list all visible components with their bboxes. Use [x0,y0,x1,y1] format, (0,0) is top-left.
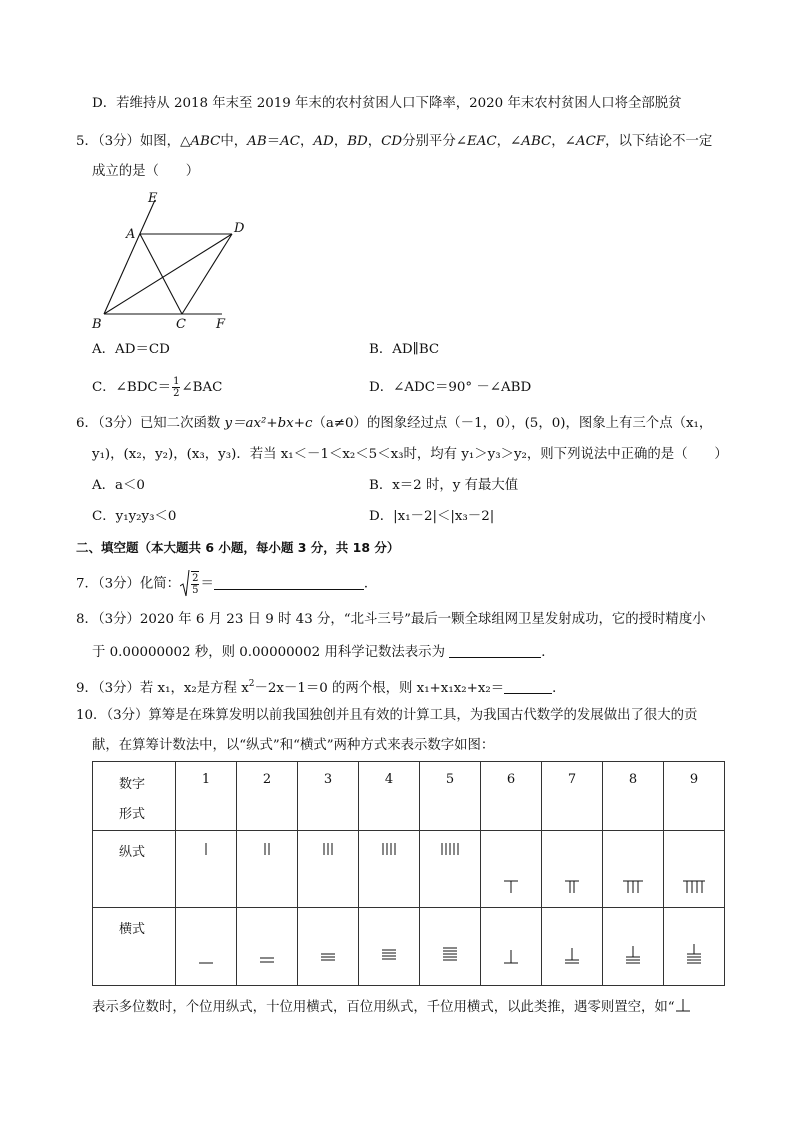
vertical-rod-cell-1 [176,831,237,908]
horizontal-rod-6-icon [481,908,541,986]
q5-geometry-figure [88,188,248,334]
horizontal-rod-cell-7 [542,908,603,986]
q8-answer-blank[interactable] [449,643,541,658]
header-label-digit: 数字 [119,777,146,792]
horizontal-rod-4-icon [359,908,419,986]
q5-comma1: ， [300,134,314,149]
q8-line2-text: 于 0.00000002 秒，则 0.00000002 用科学记数法表示为 [92,645,445,660]
vertical-rod-1-icon [176,831,236,908]
label-b: B [92,317,102,332]
digit-cell-4: 4 [359,762,420,831]
row-label-vertical: 纵式 [93,831,176,908]
digit-cell-6: 6 [481,762,542,831]
line-cd [182,234,232,314]
label-c: C [176,317,186,332]
vertical-rod-cell-2 [237,831,298,908]
horizontal-rod-cell-8 [603,908,664,986]
digit-cell-5: 5 [420,762,481,831]
section-2-heading: 二、填空题（本大题共 6 小题，每小题 3 分，共 18 分） [76,540,400,555]
vertical-rod-3-icon [298,831,358,908]
q5-comma3: ， [367,134,382,149]
q5-mid2: 分别平分∠ [402,134,467,149]
q5-cd: CD [381,134,403,149]
q5-mid1: 中， [220,134,248,149]
q6-function: y＝ax²+bx+c [224,416,313,431]
header-cell [93,762,176,831]
horizontal-rod-2-icon [237,908,297,986]
q5-eq: ＝ [266,134,281,149]
q9-end: ． [552,681,566,696]
q8-stem-line2 [92,643,555,662]
q8-stem-line1: 8．（3分）2020 年 6 月 23 日 9 时 43 分，“北斗三号”最后一颗全球组网卫星发射成功，它的授时精度小 [76,612,706,627]
q6-option-b: B．x＝2 时，y 有最大值 [369,478,519,493]
horizontal-rod-9-icon [664,908,724,986]
sqrt-sign-icon [180,569,190,597]
q10-stem-line2: 献，在算筹计数法中，以“纵式”和“横式”两种方式来表示数字如图： [92,738,495,753]
q5-optc-fraction [172,376,180,399]
q7-end: ． [363,576,378,592]
label-d: D [234,221,245,236]
table-header-row [93,762,725,831]
q5-optc-den: 2 [173,388,180,399]
q5-ac: AC [280,134,300,149]
q5-stem-line2: 成立的是（ ） [92,164,200,179]
vertical-rod-cell-3 [298,831,359,908]
q8-end: ． [541,645,555,660]
q5-eac: EAC [466,134,497,149]
q5-option-d: D．∠ADC＝90° －∠ABD [369,380,532,395]
q6-option-d: D．|x₁－2|＜|x₃－2| [369,509,495,524]
q10-after-table-text [92,997,691,1017]
vertical-form-row [93,831,725,908]
q9-mid: －2x－1＝0 的两个根，则 x₁+x₁x₂+x₂＝ [254,681,505,696]
label-f: F [216,317,226,332]
digit-cell-3: 3 [298,762,359,831]
q9-answer-blank[interactable] [504,679,552,694]
q6-prefix: 6．（3分）已知二次函数 [76,416,225,431]
q4-option-d: D．若维持从 2018 年末至 2019 年末的农村贫困人口下降率，2020 年末农村贫困人口将全部脱贫 [92,96,682,111]
line-ac [140,234,182,314]
q5-abc: ABC [190,134,221,149]
horizontal-rod-cell-4 [359,908,420,986]
digit-cell-2: 2 [237,762,298,831]
q9-stem [76,675,566,698]
q5-option-a: A．AD＝CD [92,342,170,357]
line-bd [104,234,232,314]
vertical-rod-7-icon [542,831,602,908]
q5-ad: AD [313,134,334,149]
digit-cell-9: 9 [664,762,725,831]
q7-den: 5 [192,585,199,596]
q5-mid3b: ，∠ [551,134,576,149]
vertical-rod-cell-9 [664,831,725,908]
q9-prefix: 9．（3分）若 x₁，x₂是方程 x [76,681,249,696]
digit-cell-7: 7 [542,762,603,831]
horizontal-rod-5-icon [420,908,480,986]
horizontal-rod-cell-9 [664,908,725,986]
q5-option-b: B．AD∥BC [369,342,440,357]
horizontal-rod-cell-6 [481,908,542,986]
vertical-rod-5-icon [420,831,480,908]
q5-ab: AB [247,134,267,149]
horizontal-rod-cell-3 [298,908,359,986]
vertical-rod-9-icon [664,831,724,908]
q7-eq: ＝ [200,576,214,592]
q7-sqrt [180,569,200,599]
q5-mid3a: ，∠ [496,134,522,149]
q7-num: 2 [192,573,199,584]
header-label-form: 形式 [119,807,146,822]
q7-prefix: 7．（3分）化简： [76,576,181,592]
horizontal-rod-8-icon [603,908,663,986]
vertical-rod-cell-7 [542,831,603,908]
q6-line1-rest: （a≠0）的图象经过点（－1，0），(5，0)，图象上有三个点（x₁， [312,416,713,431]
horizontal-form-row [93,908,725,986]
horizontal-rod-1-icon [176,908,236,986]
q5-acf: ACF [575,134,606,149]
q7-stem [76,569,377,600]
horizontal-rod-cell-5 [420,908,481,986]
vertical-rod-cell-8 [603,831,664,908]
rod-six-glyph-icon [675,997,691,1013]
q6-stem-line1 [76,415,712,433]
q5-option-c [92,375,222,401]
q5-optc-pre: C．∠BDC＝ [92,380,172,395]
row-label-horizontal: 横式 [93,908,176,986]
q6-option-a: A．a＜0 [92,478,145,493]
vertical-rod-cell-5 [420,831,481,908]
q7-answer-blank[interactable] [214,575,364,590]
counting-rod-table [92,761,725,986]
q5-optc-post: ∠BAC [181,380,223,395]
q5-comma2: ， [333,134,348,149]
q10-stem-line1: 10．（3分）算筹是在珠算发明以前我国独创并且有效的计算工具，为我国古代数学的发展做出了很大的贡 [76,708,698,723]
digit-cell-8: 8 [603,762,664,831]
horizontal-rod-cell-1 [176,908,237,986]
vertical-rod-4-icon [359,831,419,908]
q9-sup: 2 [248,679,255,689]
vertical-rod-cell-4 [359,831,420,908]
vertical-rod-2-icon [237,831,297,908]
horizontal-rod-3-icon [298,908,358,986]
label-a: A [126,227,136,242]
q5-optc-num: 1 [173,376,180,387]
q5-bd: BD [347,134,368,149]
q6-stem-line2: y₁)，(x₂，y₂)，(x₃，y₃)．若当 x₁＜－1＜x₂＜5＜x₃时，均有 y₁＞y₃＞y₂，则下列说法中正确的是（ ） [92,447,728,462]
line-be [104,200,155,314]
label-e: E [148,191,158,206]
q5-stem-line1 [76,133,712,151]
q5-prefix: 5．（3分）如图，△ [76,134,191,149]
q7-fraction [191,571,199,596]
q5-abc2: ABC [521,134,552,149]
horizontal-rod-7-icon [542,908,602,986]
vertical-rod-6-icon [481,831,541,908]
vertical-rod-cell-6 [481,831,542,908]
q10-after-text: 表示多位数时，个位用纵式，十位用横式，百位用纵式，千位用横式，以此类推，遇零则置空，如“ [92,1000,675,1015]
horizontal-rod-cell-2 [237,908,298,986]
q6-option-c: C．y₁y₂y₃＜0 [92,509,177,524]
digit-cell-1: 1 [176,762,237,831]
q5-tail: ，以下结论不一定 [605,134,713,149]
vertical-rod-8-icon [603,831,663,908]
